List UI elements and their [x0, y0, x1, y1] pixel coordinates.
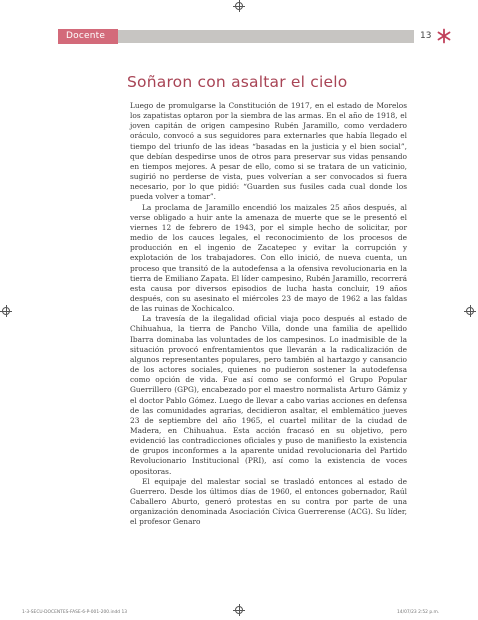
paragraph: La proclama de Jaramillo encendió los maizales 25 años después, al verse obligado a huir ante la amenaza de muerte que se le presentó el viernes 12 de febrero de 1943, por el simple hecho de solicitar, por medio de los cauces legales, el reconocimiento de los procesos de producción en el ingenio de Zacatepec y evitar la corrupción y explotación de los trabajadores. Con ello inició, de nueva cuenta, un proceso que transitó de la autodefensa a la ofensiva revolucionaria en la tierra de Emiliano Zapata. El líder campesino, Rubén Jaramillo, recorrerá esta causa por diversos episodios de lucha hasta concluir, 19 años después, con su asesinato el miércoles 23 de mayo de 1962 a las faldas de las ruinas de Xochicalco. — [130, 202, 407, 314]
paragraph: La travesía de la ilegalidad oficial viaja poco después al estado de Chihuahua, la tierra de Pancho Villa, donde una familia de apellido Ibarra dominaba las voluntades de los campesinos. Lo inadmisible de la situación provocó enfrentamientos que llevarán a la radicalización de algunos representantes populares, pero también al hartazgo y cansancio de los actores sociales, quienes no pudieron sostener la autodefensa como opción de vida. Fue así como se conformó el Grupo Popular Guerrillero (GPG), encabezado por el maestro normalista Arturo Gámiz y el doctor Pablo Gómez. Luego de llevar a cabo varias acciones en defensa de las comunidades agrarias, decidieron asaltar, el emblemático jueves 23 de septiembre del año 1965, el cuartel militar de la ciudad de Madera, en Chihuahua. Esta acción fracasó en su objetivo, pero evidenció las contradicciones oficiales y puso de manifiesto la existencia de grupos inconformes a la aparente unidad revolucionaria del Partido Revolucionario Institucional (PRI), así como la existencia de voces opositoras. — [130, 314, 407, 476]
registration-mark-icon — [466, 307, 474, 315]
article-body — [130, 101, 407, 528]
paragraph: El equipaje del malestar social se trasladó entonces al estado de Guerrero. Desde los últimos días de 1960, el entonces gobernador, Raúl Caballero Aburto, generó protestas en su contra por parte de una organización denominada Asociación Cívica Guerrerense (ACG). Su líder, el profesor Genaro — [130, 476, 407, 527]
paragraph: Luego de promulgarse la Constitución de 1917, en el estado de Morelos los zapatistas optaron por la siembra de las armas. En el año de 1918, el joven capitán de origen campesino Rubén Jaramillo, como verdadero oráculo, convocó a sus seguidores para externarles que había llegado el tiempo del triunfo de las ideas “basadas en la justicia y el bien social”, que debían despedirse unos de otros para preservar sus vidas pensando en tiempos mejores. A pesar de ello, como si se tratara de un vaticinio, sugirió no perderse de vista, pues volverían a ser convocados si fuera necesario, por lo que pidió: “Guarden sus fusiles cada cual donde los pueda volver a tomar”. — [130, 101, 407, 202]
section-label: Docente — [66, 31, 106, 41]
print-slug-filename: 1-3-SECU-DOCENTES-FASE-6-P-001-200.indd 13 — [22, 610, 128, 615]
article-title: Soñaron con asaltar el cielo — [127, 73, 348, 91]
registration-mark-icon — [235, 2, 243, 10]
registration-mark-icon — [2, 307, 10, 315]
registration-mark-icon — [235, 606, 243, 614]
print-slug-timestamp: 14/07/23 2:52 p.m. — [397, 610, 440, 615]
asterisk-icon — [437, 28, 451, 44]
page-number: 13 — [420, 31, 432, 41]
